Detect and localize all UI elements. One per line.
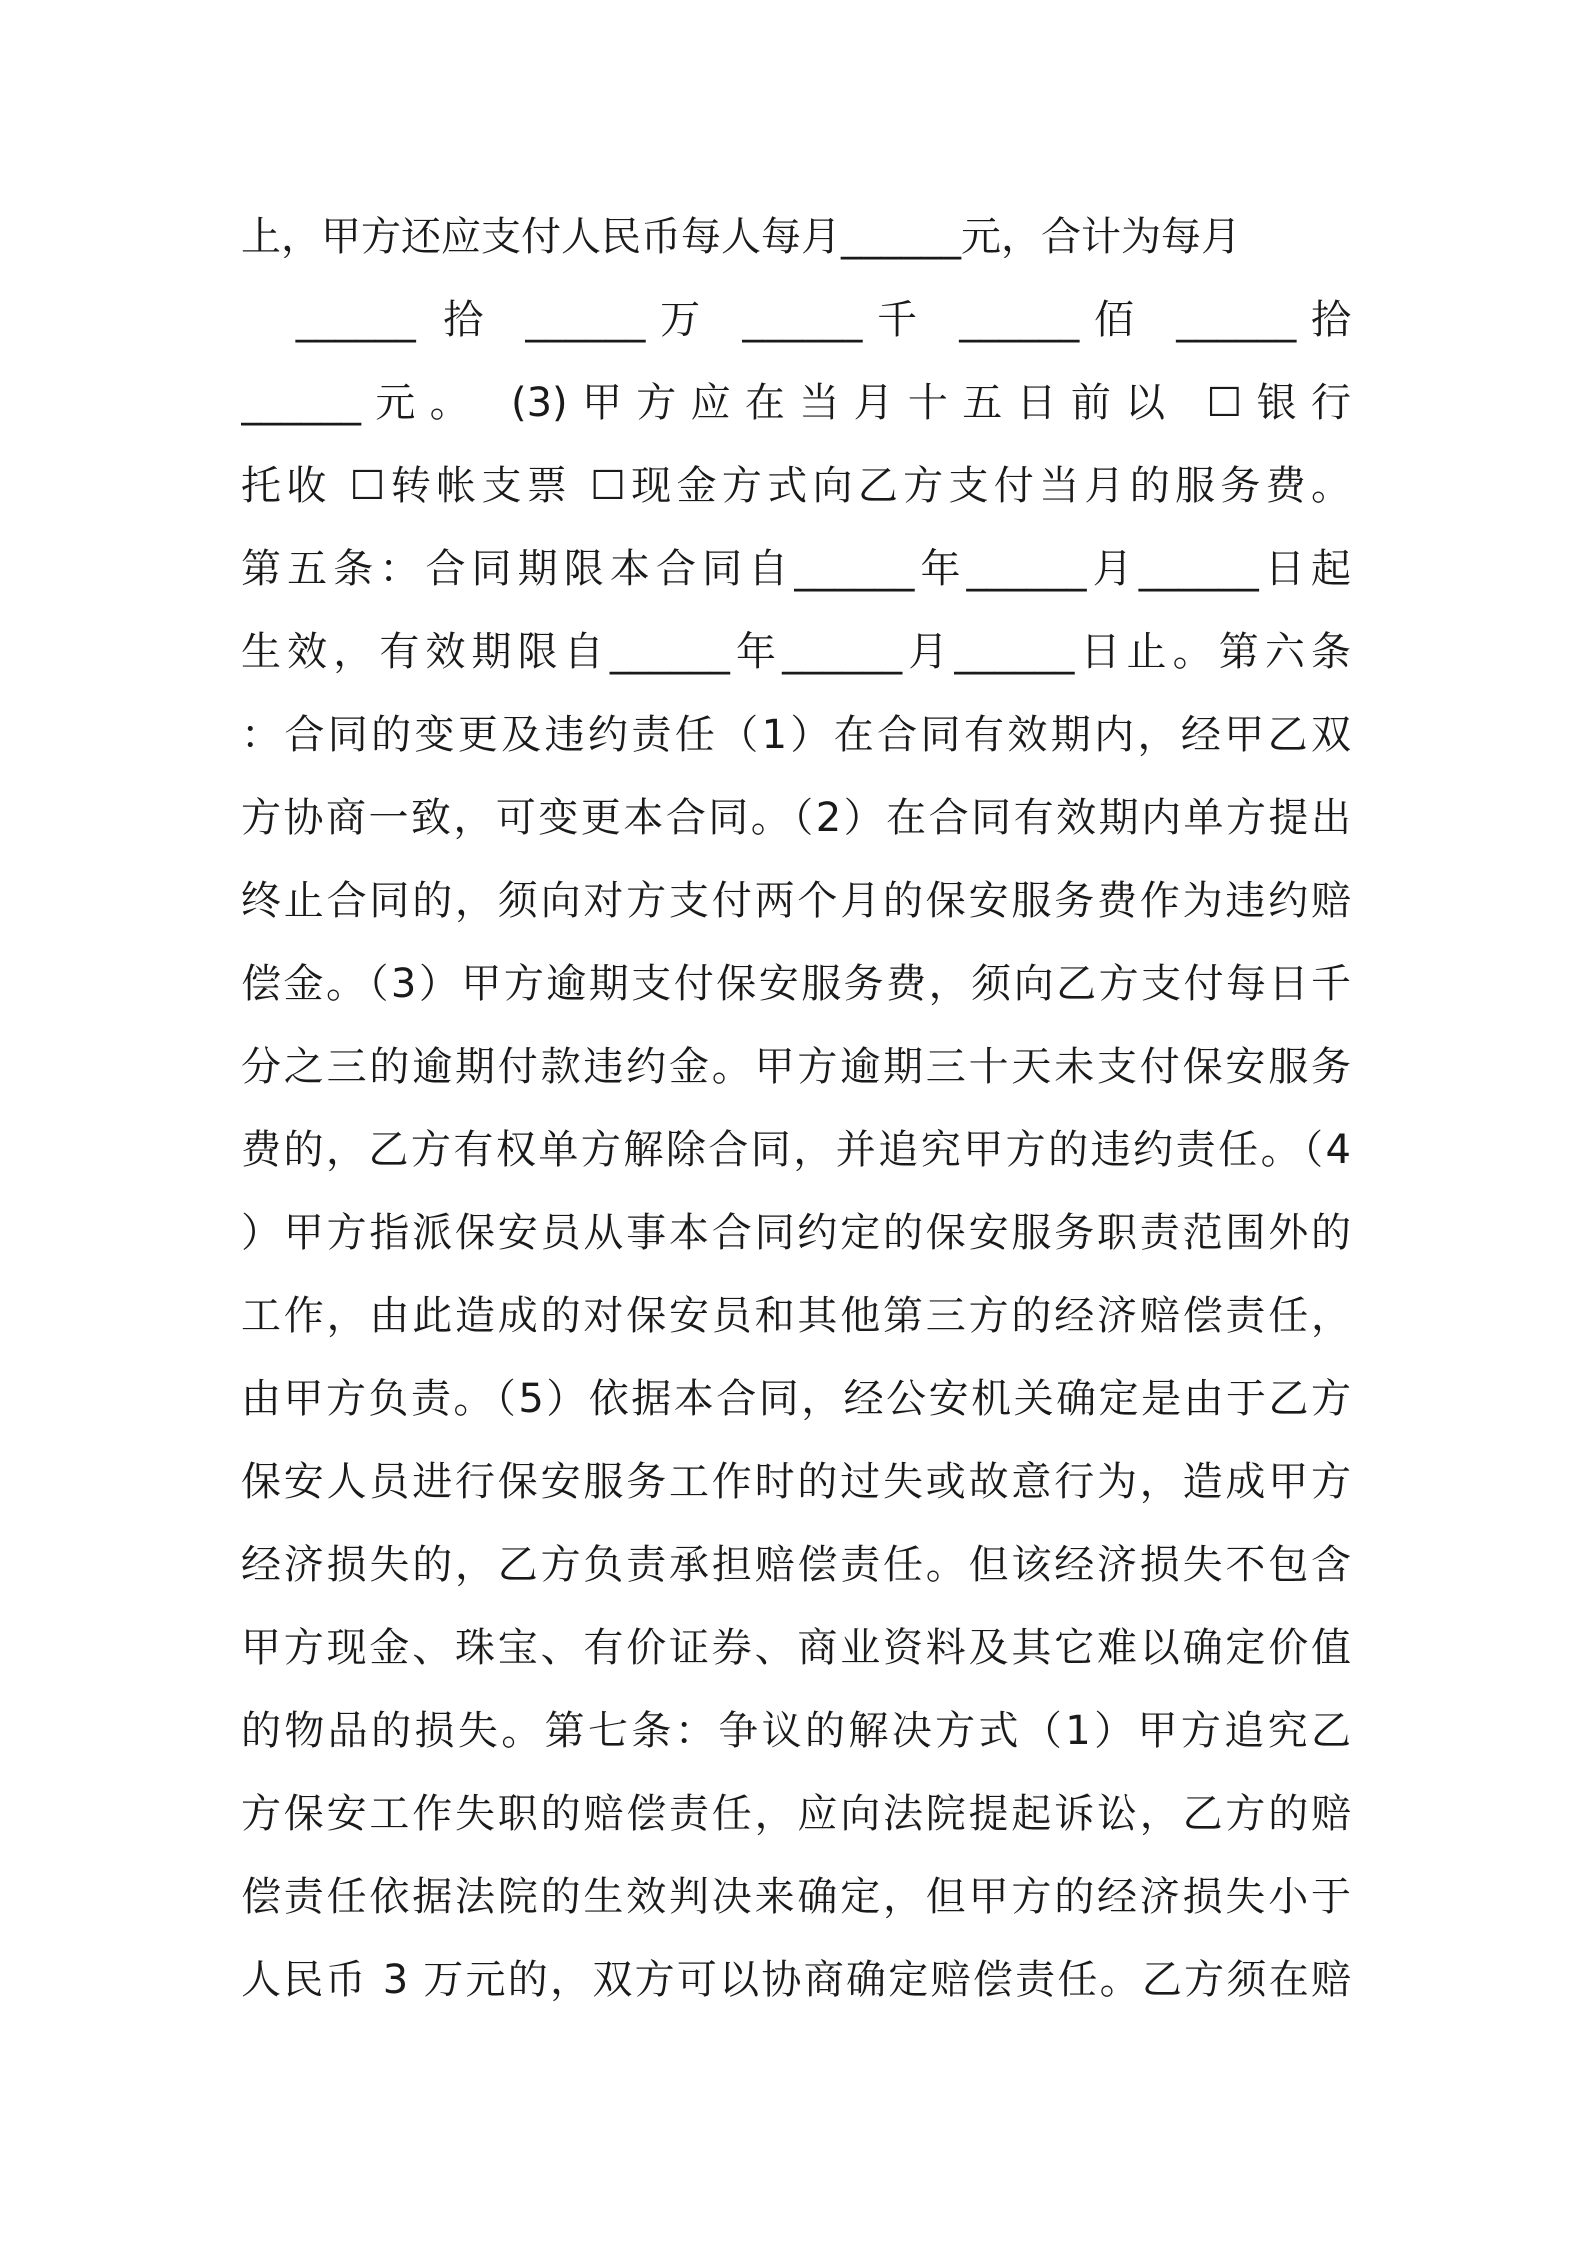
text-line: ：合同的变更及违约责任（1）在合同有效期内，经甲乙双 [241,712,1351,758]
text-line: 工作，由此造成的对保安员和其他第三方的经济赔偿责任， [241,1293,1351,1339]
text-line: 保安人员进行保安服务工作时的过失或故意行为，造成甲方 [241,1459,1351,1505]
text-line: 费的，乙方有权单方解除合同，并追究甲方的违约责任。（4 [241,1127,1351,1173]
text-line: 托收 ☐转帐支票 ☐现金方式向乙方支付当月的服务费。 [241,463,1351,509]
text-line: 第五条：合同期限本合同自______年______月______日起 [241,546,1351,592]
text-line: 经济损失的，乙方负责承担赔偿责任。但该经济损失不包含 [241,1542,1351,1588]
text-line: 方协商一致，可变更本合同。（2）在合同有效期内单方提出 [241,795,1351,841]
contract-text-body [241,196,1351,2022]
text-line: 的物品的损失。第七条：争议的解决方式（1）甲方追究乙 [241,1708,1351,1754]
text-line: 偿金。（3）甲方逾期支付保安服务费，须向乙方支付每日千 [241,961,1351,1007]
text-line: 甲方现金、珠宝、有价证券、商业资料及其它难以确定价值 [241,1625,1351,1671]
text-line: 上，甲方还应支付人民币每人每月______元，合计为每月 [241,214,1241,260]
text-line: 由甲方负责。（5）依据本合同，经公安机关确定是由于乙方 [241,1376,1351,1422]
text-line: ______ 拾 ______万 ______千 ______佰 ______拾 [241,297,1351,343]
text-line: 终止合同的，须向对方支付两个月的保安服务费作为违约赔 [241,878,1351,924]
text-line: 方保安工作失职的赔偿责任，应向法院提起诉讼，乙方的赔 [241,1791,1351,1837]
text-line: ______元。 (3)甲方应在当月十五日前以 ☐银行 [241,380,1351,426]
text-line: 偿责任依据法院的生效判决来确定，但甲方的经济损失小于 [241,1874,1351,1920]
text-line: ）甲方指派保安员从事本合同约定的保安服务职责范围外的 [241,1210,1351,1256]
text-line: 人民币 3 万元的，双方可以协商确定赔偿责任。乙方须在赔 [241,1957,1351,2003]
text-line: 分之三的逾期付款违约金。甲方逾期三十天未支付保安服务 [241,1044,1351,1090]
text-line: 生效，有效期限自______年______月______日止。第六条 [241,629,1351,675]
